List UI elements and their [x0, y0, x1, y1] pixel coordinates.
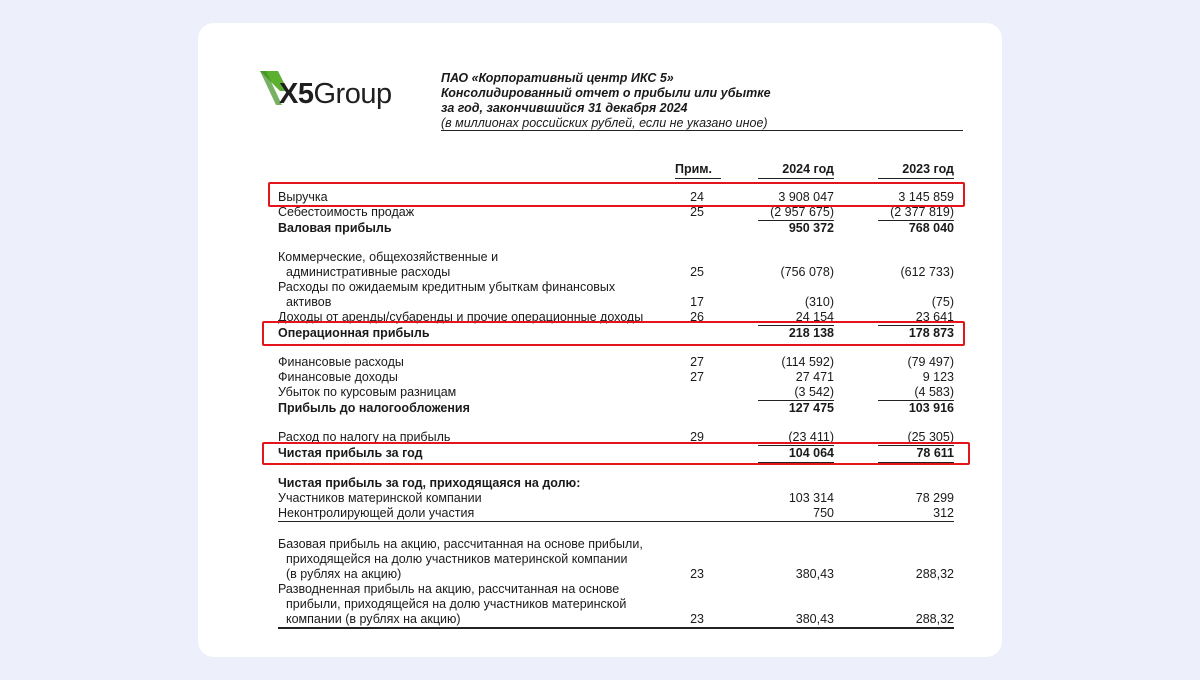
- table-row: Финансовые расходы 27 (114 592) (79 497): [278, 355, 954, 369]
- document-card: [198, 23, 1002, 657]
- bottom-rule: [278, 627, 954, 629]
- table-row: Расход по налогу на прибыль 29 (23 411) (25 305): [278, 430, 954, 444]
- table-row: Финансовые доходы 27 27 471 9 123: [278, 370, 954, 384]
- col2024-rule: [758, 178, 834, 179]
- x5-group-logo: [258, 67, 398, 111]
- row-label-line: приходящейся на долю участников материнской компании: [286, 552, 628, 566]
- col2023-rule: [878, 178, 954, 179]
- statement-header: [441, 71, 771, 131]
- table-row: (в рублях на акцию) 23 380,43 288,32: [286, 567, 954, 581]
- table-row: Неконтролирующей доли участия 750 312: [278, 506, 954, 520]
- table-row: Чистая прибыль за год 104 064 78 611: [278, 446, 954, 460]
- highlight-revenue: [268, 182, 965, 207]
- column-note: Прим.: [675, 162, 713, 176]
- highlight-operating-profit: [262, 321, 965, 346]
- section-heading: Чистая прибыль за год, приходящаяся на долю:: [278, 476, 581, 490]
- row-label-line: Коммерческие, общехозяйственные и: [278, 250, 499, 264]
- row-label-line: Разводненная прибыль на акцию, рассчитанная на основе: [278, 582, 620, 596]
- table-row: Прибыль до налогообложения 127 475 103 916: [278, 401, 954, 415]
- statement-title-line2: за год, закончившийся 31 декабря 2024: [441, 101, 688, 115]
- logo-wordmark: X5Group: [279, 78, 392, 110]
- unit-note: (в миллионах российских рублей, если не указано иное): [441, 116, 768, 130]
- table-row: Валовая прибыль 950 372 768 040: [278, 221, 954, 235]
- statement-title-line1: Консолидированный отчет о прибыли или убытке: [441, 86, 771, 100]
- company-name: ПАО «Корпоративный центр ИКС 5»: [441, 71, 674, 85]
- row-label-line: прибыли, приходящейся на долю участников материнской: [286, 597, 627, 611]
- column-2024: 2024 год: [782, 162, 834, 176]
- section-rule: [278, 521, 954, 522]
- table-row: активов 17 (310) (75): [286, 295, 954, 309]
- table-row: Выручка 24 3 908 047 3 145 859: [278, 190, 954, 204]
- row-label-line: Расходы по ожидаемым кредитным убыткам финансовых: [278, 280, 616, 294]
- table-row: Участников материнской компании 103 314 78 299: [278, 491, 954, 505]
- table-row: Операционная прибыль 218 138 178 873: [278, 326, 954, 340]
- table-row: компании (в рублях на акцию) 23 380,43 288,32: [286, 612, 954, 626]
- note-col-rule: [675, 178, 721, 179]
- table-row: Доходы от аренды/субаренды и прочие операционные доходы 26 24 154 23 641: [278, 310, 954, 324]
- header-divider: [441, 130, 963, 131]
- table-row: Убыток по курсовым разницам (3 542) (4 583): [278, 385, 954, 399]
- row-label-line: Базовая прибыль на акцию, рассчитанная на основе прибыли,: [278, 537, 643, 551]
- table-row: Себестоимость продаж 25 (2 957 675) (2 377 819): [278, 205, 954, 219]
- column-2023: 2023 год: [902, 162, 954, 176]
- table-row: административные расходы 25 (756 078) (612 733): [286, 265, 954, 279]
- highlight-net-profit: [262, 442, 970, 465]
